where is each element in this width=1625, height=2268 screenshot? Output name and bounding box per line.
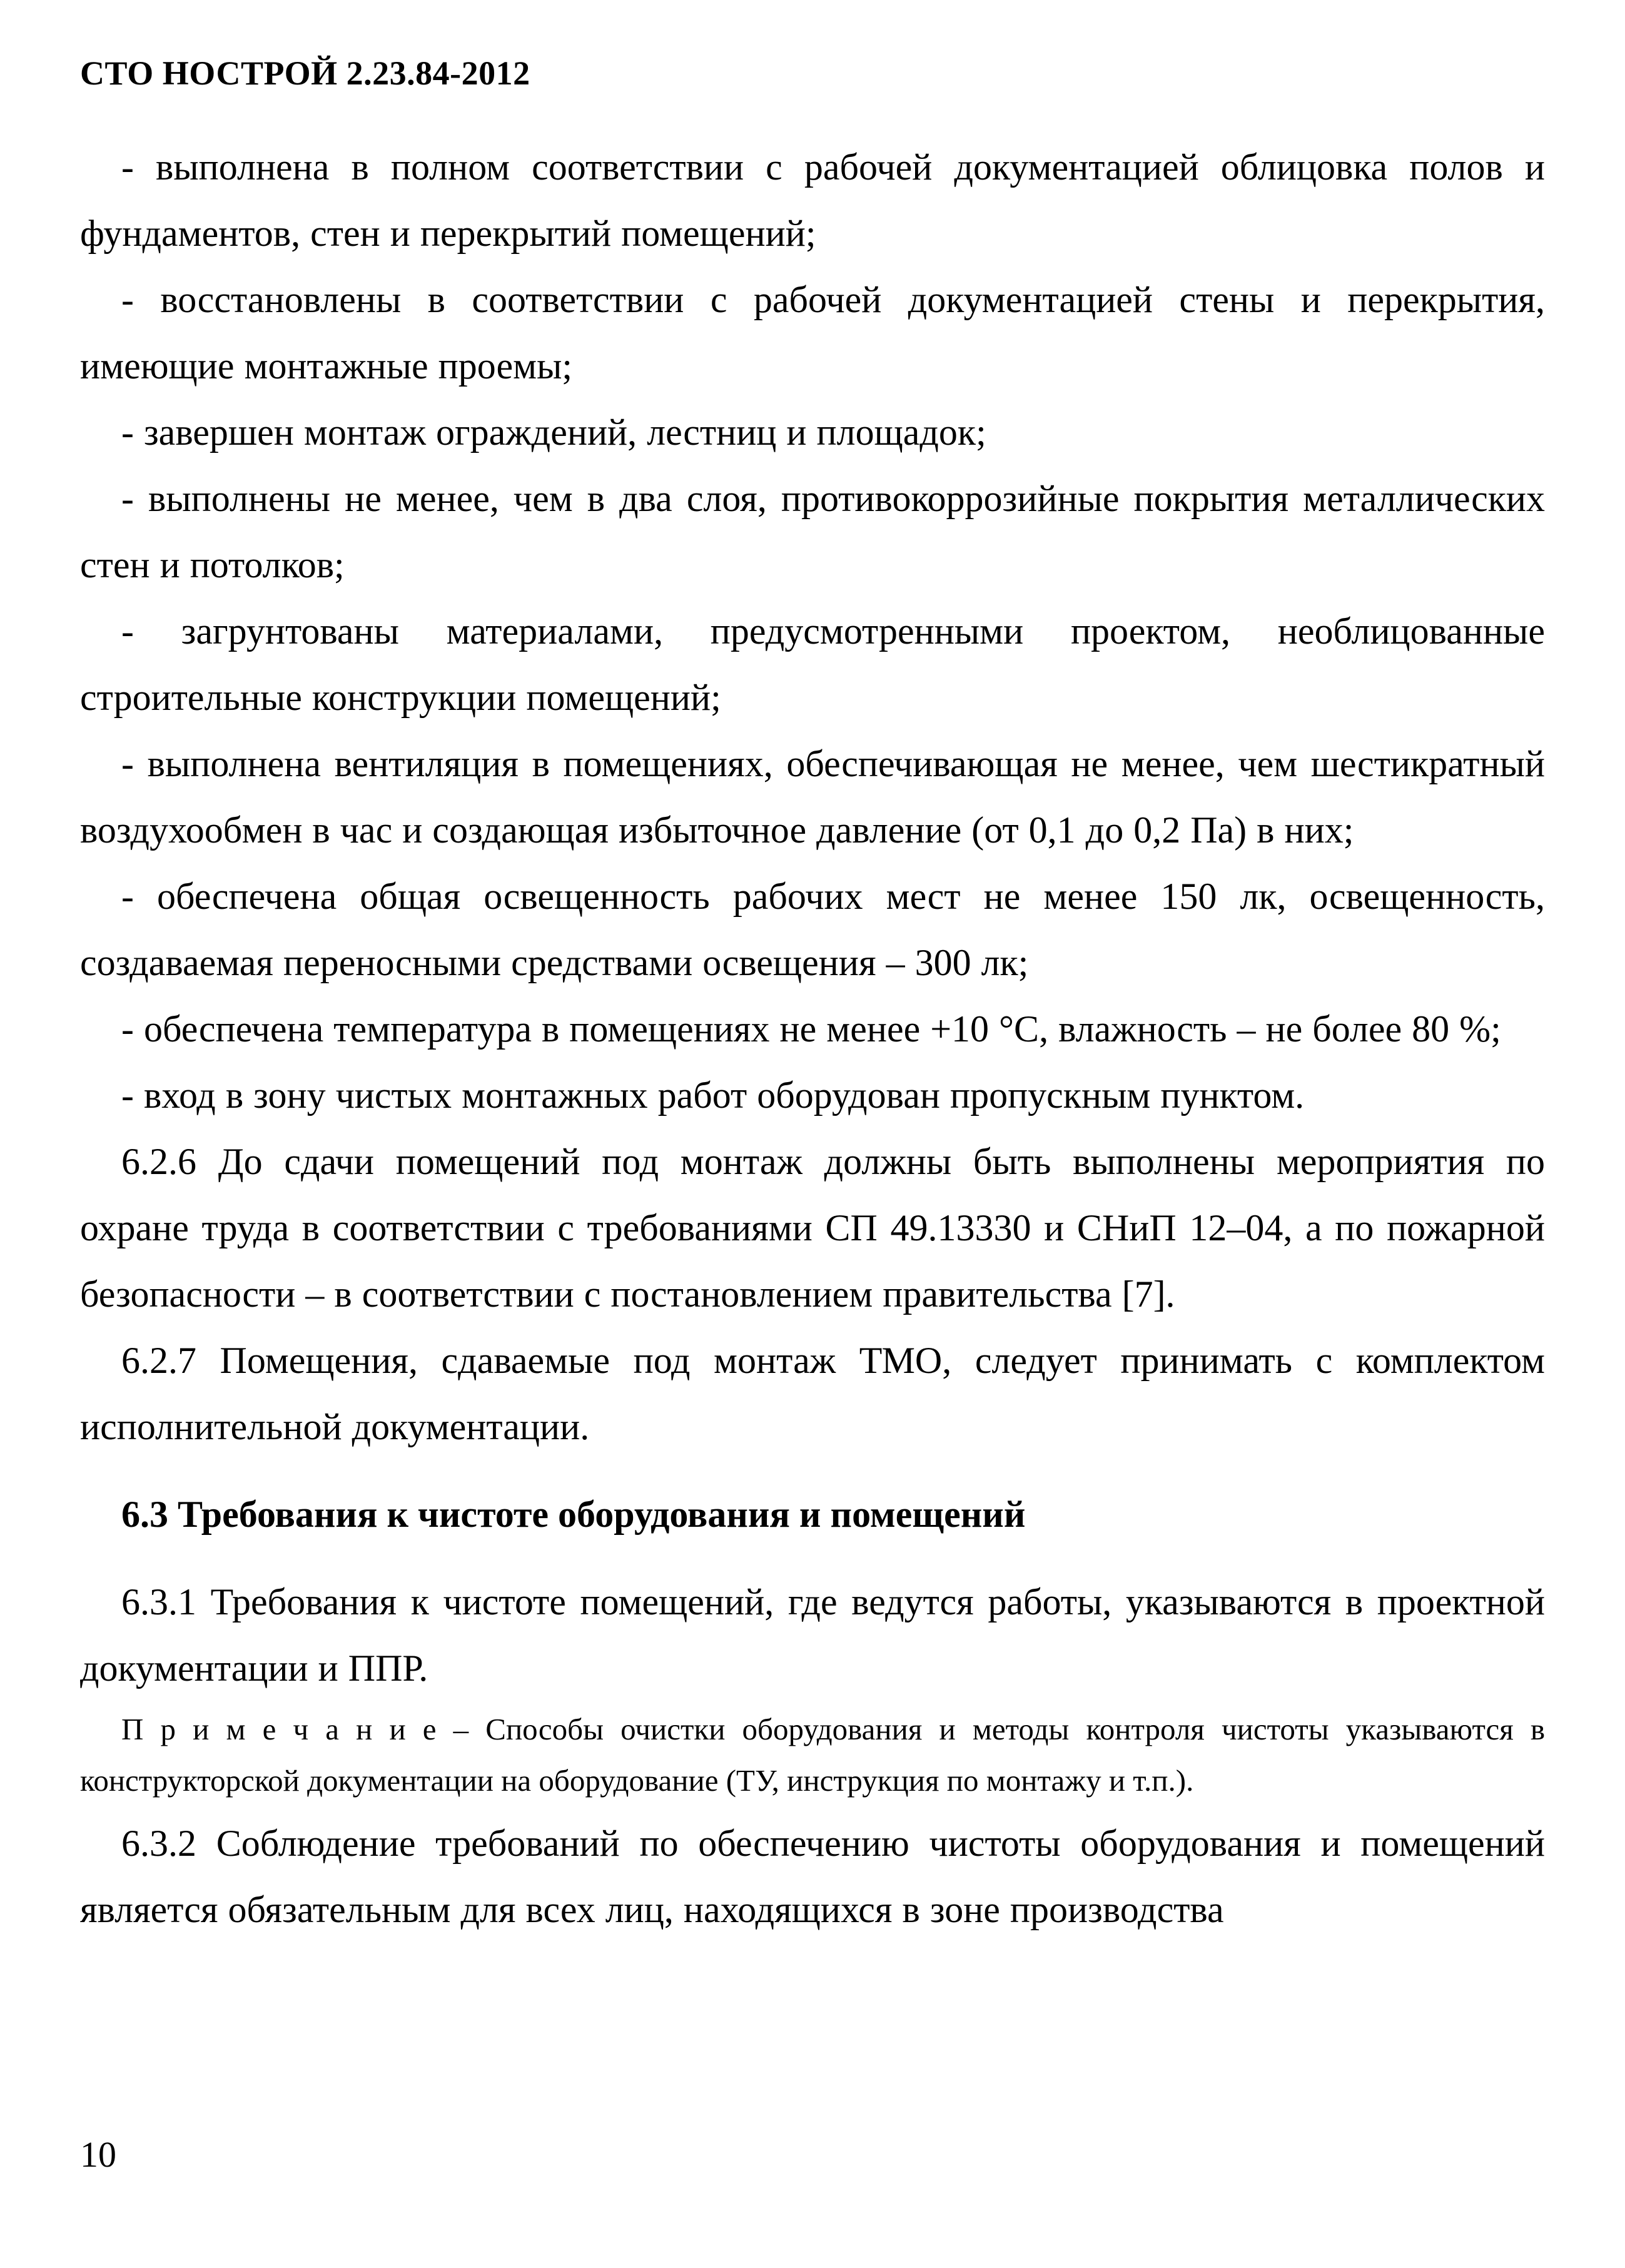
- page-number: 10: [80, 2134, 116, 2175]
- list-item-paragraph: - загрунтованы материалами, предусмотренными проектом, необлицованные строительные конструкции помещений;: [80, 610, 1545, 718]
- list-item-paragraph: - восстановлены в соответствии с рабочей документацией стены и перекрытия, имеющие монтажные проемы;: [80, 279, 1545, 387]
- list-item-paragraph: - обеспечена общая освещенность рабочих мест не менее 150 лк, освещенность, создаваемая переносными средствами освещения – 300 лк;: [80, 876, 1545, 983]
- section-heading-6-3: 6.3 Требования к чистоте оборудования и помещений: [121, 1494, 1026, 1535]
- note-paragraph: П р и м е ч а н и е – Способы очистки оборудования и методы контроля чистоты указываются в конструкторской документации на оборудование (ТУ, инструкция по монтажу и т.п.).: [80, 1712, 1545, 1798]
- clause-6-3-2-paragraph: 6.3.2 Соблюдение требований по обеспечению чистоты оборудования и помещений является обязательным для всех лиц, находящихся в зоне производства: [80, 1823, 1545, 1930]
- clause-6-2-6-paragraph: 6.2.6 До сдачи помещений под монтаж должны быть выполнены мероприятия по охране труда в соответствии с требованиями СП 49.13330 и СНиП 12–04, а по пожарной безопасности – в соответствии с постановлением правительства [7].: [80, 1141, 1545, 1315]
- list-item-paragraph: - выполнены не менее, чем в два слоя, противокоррозийные покрытия металлических стен и потолков;: [80, 478, 1545, 585]
- document-body: [80, 134, 1545, 1943]
- list-item-paragraph: - обеспечена температура в помещениях не менее +10 °С, влажность – не более 80 %;: [121, 1008, 1501, 1050]
- clause-6-2-7-paragraph: 6.2.7 Помещения, сдаваемые под монтаж ТМО, следует принимать с комплектом исполнительной документации.: [80, 1340, 1545, 1447]
- clause-6-3-1-paragraph: 6.3.1 Требования к чистоте помещений, где ведутся работы, указываются в проектной документации и ППР.: [80, 1581, 1545, 1689]
- document-header: СТО НОСТРОЙ 2.23.84-2012: [80, 54, 530, 92]
- list-item-paragraph: - выполнена вентиляция в помещениях, обеспечивающая не менее, чем шестикратный воздухообмен в час и создающая избыточное давление (от 0,1 до 0,2 Па) в них;: [80, 743, 1545, 851]
- list-item-paragraph: - завершен монтаж ограждений, лестниц и площадок;: [121, 412, 986, 453]
- list-item-paragraph: - вход в зону чистых монтажных работ оборудован пропускным пунктом.: [121, 1075, 1305, 1116]
- list-item-paragraph: - выполнена в полном соответствии с рабочей документацией облицовка полов и фундаментов, стен и перекрытий помещений;: [80, 146, 1545, 254]
